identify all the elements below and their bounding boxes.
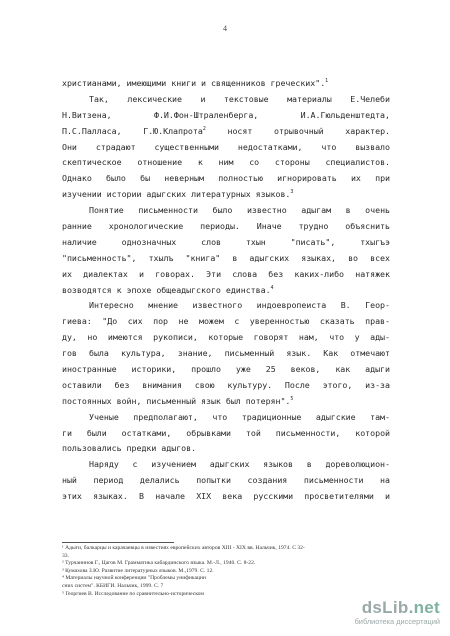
line-text-after: носят отрывочный характер.: [205, 125, 390, 136]
footnote: ⁴ Материалы научной конференции "Проблемы унификации: [62, 575, 206, 582]
line-text: Понятие письменности было известно адыгам в очень: [89, 205, 390, 216]
line-text: христианами, имеющими книги и священников греческих".: [62, 78, 326, 88]
line-text: гов была культура, знание, письменный язык. Как отмечают: [62, 348, 390, 359]
footnote: ¹ Адыги, балкарцы и карачаевцы в известиях европейских авторов XIII - XIX вв. Нальчик, 1974. С 32-: [62, 545, 305, 551]
text-line: [62, 362, 390, 378]
line-text: Наряду с изучением адыгских языков в дореволюцион-: [89, 459, 390, 470]
line-text: их диалектах и говорах. Эти слова без каких-либо натяжек: [62, 268, 390, 279]
line-text: этих языках. В начале XIX века русскими просветителями и: [62, 491, 390, 502]
line-text: ду, но имеются рукописи, которые говорят нам, что у ады-: [62, 332, 390, 343]
footnote: ² Турчанинов Г., Цагов М. Грамматика кабардинского языка. М.-Л., 1940. С. 8-22.: [62, 560, 256, 567]
footnote-ref[interactable]: 1: [325, 78, 329, 85]
text-line: [62, 394, 390, 410]
text-line: [62, 283, 390, 299]
text-line: [62, 346, 390, 362]
watermark-logo-main: dsLib: [361, 598, 409, 617]
text-line: [62, 76, 390, 92]
footnote: ⁵ Георгиев В. Исследование по сравнительно-историческом: [62, 590, 204, 597]
text-line: [62, 187, 390, 203]
footnote-ref[interactable]: 5: [290, 396, 294, 403]
line-text: иностранные историки, прошло уже 25 веков, как адыги: [62, 364, 390, 375]
text-line: [62, 267, 390, 283]
text-line: [62, 378, 390, 394]
text-line: [62, 171, 390, 187]
text-line: [62, 489, 390, 505]
text-line: [62, 235, 390, 251]
line-text: Н.Витзена, Ф.И.Фон-Штраленберга, И.А.Гюльденштедта,: [62, 109, 390, 120]
line-text: Однако было бы неверным полностью игнорировать их при: [62, 173, 390, 184]
line-text: скептическое отношение к ним со стороны специалистов.: [62, 157, 390, 168]
line-text: гиева: "До сих пор не можем с уверенностью сказать прав-: [62, 316, 390, 327]
line-text: оставили без внимания свою культуру. После этого, из-за: [62, 379, 390, 390]
line-text: Они страдают существенными недостатками, что вызвало: [62, 141, 390, 152]
line-text: постоянных войн, письменный язык был потерян".: [62, 395, 291, 406]
line-text: Интересно мнение известного индоевропеиста В. Геор-: [89, 300, 390, 311]
page-number: 4: [223, 24, 227, 33]
text-line: [62, 219, 390, 235]
footnotes: [62, 545, 392, 598]
text-line: [62, 92, 390, 108]
watermark-logo-suffix: .net: [408, 598, 440, 617]
text-line: [62, 314, 390, 330]
line-text: П.С.Палласа, Г.Ю.Клапрота: [62, 125, 203, 136]
text-line: [62, 140, 390, 156]
line-text: изучении истории адыгских литературных языков.: [62, 189, 291, 200]
line-text: наличие однозначных слов тхын "писать", тхыгъэ: [62, 236, 390, 247]
footnote: сних систем". КБИГИ. Нальчик, 1999. С. 7: [62, 582, 164, 589]
footnote-ref[interactable]: 4: [270, 284, 274, 291]
watermark-subtitle: библиотека диссертаций: [354, 617, 440, 626]
text-line: [62, 410, 390, 426]
line-text: "письменность", тхылъ "книга" в адыгских языках, во всех: [62, 252, 390, 263]
footnote-divider: [62, 542, 174, 543]
line-text: ранние хронологические периоды. Иначе трудно объяснить: [62, 221, 390, 232]
watermark-logo: [355, 598, 440, 618]
text-line: [62, 124, 390, 140]
body-text: [62, 76, 390, 505]
text-line: [62, 251, 390, 267]
text-line: [62, 426, 390, 442]
footnote: ³ Кумахова З.Ю. Развитие литературных языков. М.,1979. С. 12.: [62, 567, 214, 574]
footnote-ref[interactable]: 3: [290, 189, 294, 196]
text-line: [62, 298, 390, 314]
text-line: [62, 473, 390, 489]
text-line: [62, 457, 390, 473]
line-text: Ученые предполагают, что традиционные адыгские там-: [89, 411, 390, 422]
line-text: возводятся к эпохе общеадыгского единства.: [62, 284, 271, 295]
footnote-ref[interactable]: 2: [202, 125, 206, 132]
text-line: [62, 330, 390, 346]
footnote: 33.: [62, 552, 69, 559]
text-line: [62, 108, 390, 124]
line-text: пользовались предки адыгов.: [62, 443, 197, 454]
text-line: [62, 155, 390, 171]
text-line: [62, 203, 390, 219]
watermark[interactable]: [355, 598, 440, 626]
line-text: ный период делались попытки создания письменности на: [62, 475, 390, 486]
line-text: ги были остатками, обрывками той письменности, которой: [62, 427, 390, 438]
line-text: Так, лексические и текстовые материалы Е.Челеби: [89, 93, 390, 104]
text-line: [62, 441, 390, 457]
